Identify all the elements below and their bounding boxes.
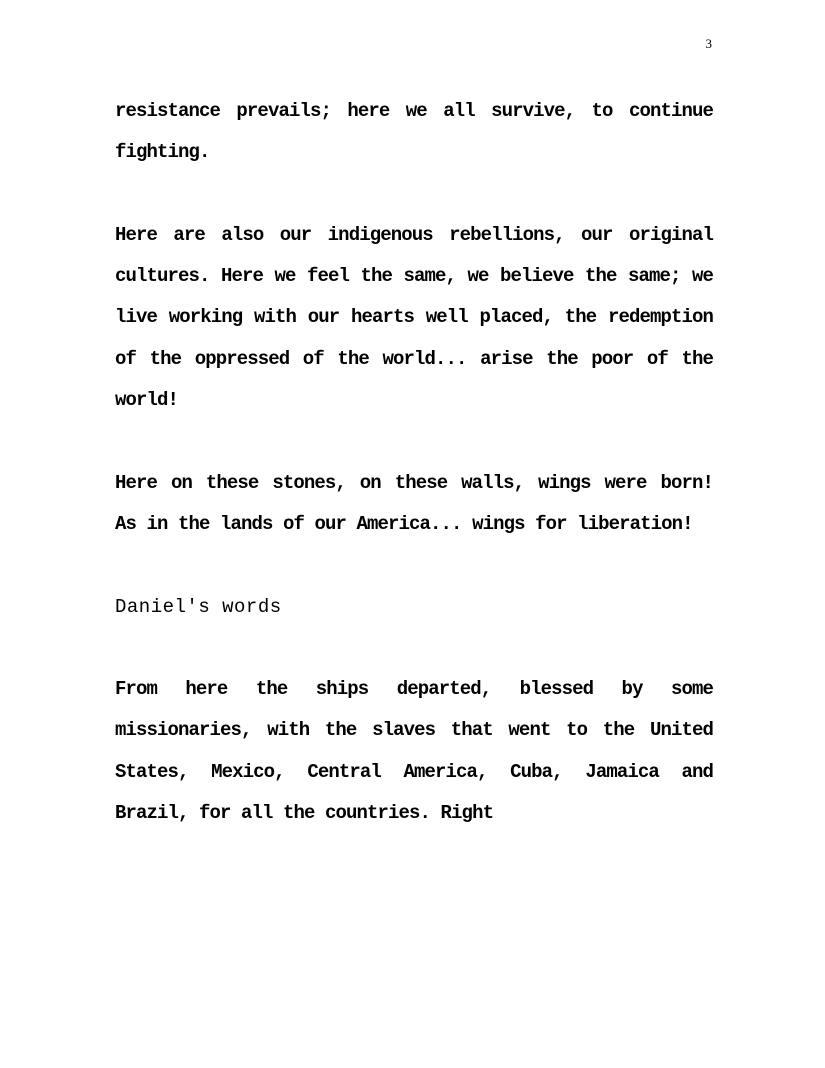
- page-number: 3: [705, 36, 712, 51]
- paragraph-ships-departed: From here the ships departed, blessed by some missionaries, with the slaves that went to the United States, Mexico, Central America, Cuba, Jamaica and Brazil, for all the countries. Right: [115, 678, 713, 825]
- section-heading: Daniel's words: [115, 595, 282, 618]
- paragraph-indigenous-rebellions: Here are also our indigenous rebellions, our original cultures. Here we feel the same, we believe the same; we live working with our hearts well placed, the redemption of the oppressed of the world... arise the poor of the world!: [115, 223, 713, 412]
- document-body: [115, 91, 713, 876]
- paragraph-resistance: resistance prevails; here we all survive, to continue fighting.: [115, 100, 713, 164]
- paragraph-wings-born: Here on these stones, on these walls, wings were born! As in the lands of our America... wings for liberation!: [115, 471, 713, 535]
